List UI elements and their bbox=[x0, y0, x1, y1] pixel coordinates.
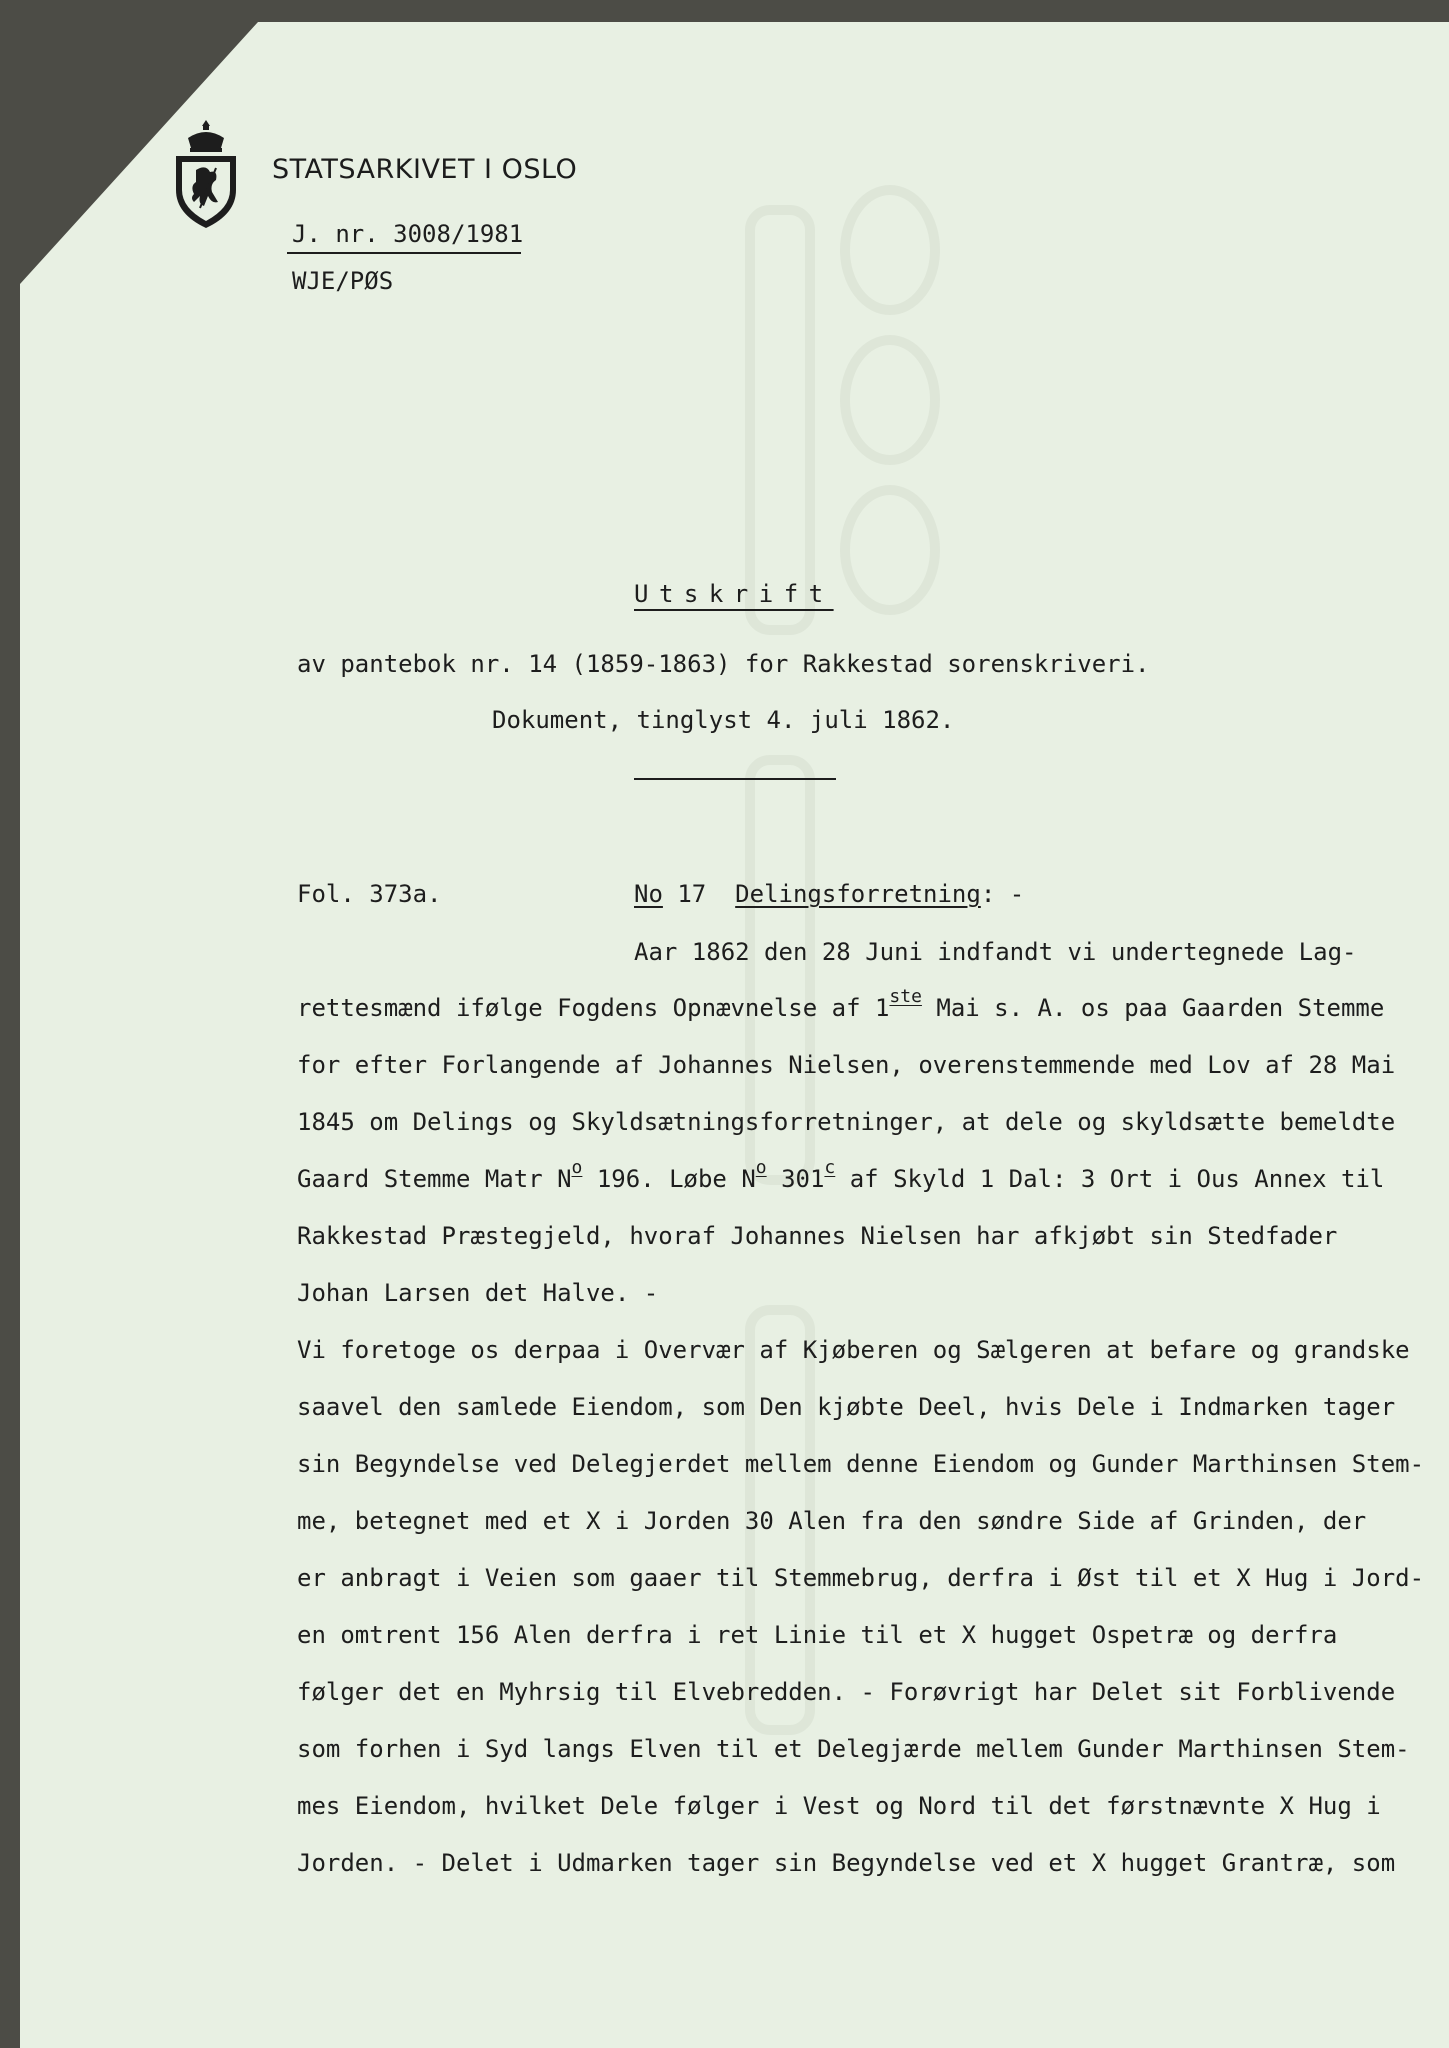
body-line: Johan Larsen det Halve. - bbox=[297, 1279, 659, 1307]
section-separator bbox=[634, 778, 836, 780]
document-subtitle: av pantebok nr. 14 (1859-1863) for Rakkestad sorenskriveri. bbox=[297, 650, 1150, 678]
body-text: 196. Løbe N bbox=[582, 1165, 756, 1193]
body-line: en omtrent 156 Alen derfra i ret Linie til et X hugget Ospetræ og derfra bbox=[297, 1621, 1338, 1649]
superscript: c bbox=[824, 1157, 836, 1178]
body-line: Rakkestad Præstegjeld, hvoraf Johannes Nielsen har afkjøbt sin Stedfader bbox=[297, 1222, 1338, 1250]
case-initials: WJE/PØS bbox=[292, 267, 394, 295]
body-line: sin Begyndelse ved Delegjerdet mellem denne Eiendom og Gunder Marthinsen Stem- bbox=[297, 1450, 1425, 1478]
body-line bbox=[297, 1157, 1385, 1193]
entry-number-sign: No bbox=[634, 880, 663, 908]
body-text: af Skyld 1 Dal: 3 Ort i Ous Annex til bbox=[835, 1165, 1385, 1193]
superscript: o bbox=[571, 1157, 583, 1178]
body-text: Mai s. A. os paa Gaarden Stemme bbox=[921, 994, 1385, 1022]
superscript: o bbox=[755, 1157, 767, 1178]
body-text: rettesmænd ifølge Fogdens Opnævnelse af 1 bbox=[297, 994, 890, 1022]
body-line: er anbragt i Veien som gaaer til Stemmebrug, derfra i Øst til et X Hug i Jord- bbox=[297, 1564, 1425, 1592]
body-line: me, betegnet med et X i Jorden 30 Alen fra den søndre Side af Grinden, der bbox=[297, 1507, 1367, 1535]
body-line: Jorden. - Delet i Udmarken tager sin Begyndelse ved et X hugget Grantræ, som bbox=[297, 1849, 1396, 1877]
entry-number: 17 bbox=[677, 880, 707, 908]
norwegian-coat-of-arms-icon bbox=[172, 118, 240, 228]
body-line: saavel den samlede Eiendom, som Den kjøbte Deel, hvis Dele i Indmarken tager bbox=[297, 1393, 1396, 1421]
superscript: ste bbox=[889, 986, 922, 1007]
letterhead bbox=[172, 118, 592, 228]
registration-date: Dokument, tinglyst 4. juli 1862. bbox=[492, 706, 955, 734]
body-text: Gaard Stemme Matr N bbox=[297, 1165, 572, 1193]
journal-reference: J. nr. 3008/1981 bbox=[292, 220, 524, 248]
body-line: Aar 1862 den 28 Juni indfandt vi undertegnede Lag- bbox=[634, 938, 1357, 966]
entry-heading bbox=[634, 880, 1024, 908]
body-line: for efter Forlangende af Johannes Nielsen, overenstemmende med Lov af 28 Mai bbox=[297, 1051, 1396, 1079]
journal-reference-underline bbox=[287, 252, 521, 254]
body-line bbox=[297, 986, 1385, 1022]
document-title: Utskrift bbox=[634, 580, 834, 608]
body-text: 301 bbox=[766, 1165, 825, 1193]
body-line: mes Eiendom, hvilket Dele følger i Vest og Nord til det førstnævnte X Hug i bbox=[297, 1792, 1381, 1820]
folio-reference: Fol. 373a. bbox=[297, 880, 442, 908]
body-line: 1845 om Delings og Skyldsætningsforretninger, at dele og skyldsætte bemeldte bbox=[297, 1108, 1396, 1136]
body-line: som forhen i Syd langs Elven til et Delegjærde mellem Gunder Marthinsen Stem- bbox=[297, 1735, 1410, 1763]
entry-kind-suffix: : - bbox=[980, 880, 1025, 908]
body-line: Vi foretoge os derpaa i Overvær af Kjøberen og Sælgeren at befare og grandske bbox=[297, 1336, 1410, 1364]
archive-name: STATSARKIVET I OSLO bbox=[272, 154, 578, 185]
body-line: følger det en Myhrsig til Elvebredden. - Forøvrigt har Delet sit Forblivende bbox=[297, 1678, 1396, 1706]
entry-kind: Delingsforretning bbox=[735, 880, 981, 908]
